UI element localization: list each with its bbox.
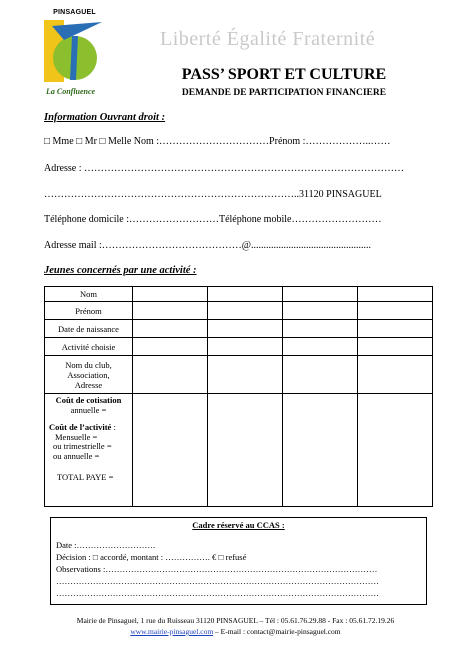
- footer-contact: [0, 627, 471, 636]
- ccas-box: [50, 517, 427, 605]
- table-cell[interactable]: [208, 287, 283, 302]
- cost-monthly: Mensuelle =: [55, 431, 98, 442]
- ccas-dots-line-2: ……………………………………………………………………………………………………: [56, 588, 379, 598]
- logo-tagline: La Confluence: [46, 87, 96, 96]
- table-row: [45, 320, 433, 338]
- row-label-prenom: Prénom: [45, 302, 133, 320]
- club-line-2: Association,: [67, 369, 110, 380]
- ccas-title: Cadre réservé au CCAS :: [192, 520, 285, 530]
- table-row: [45, 338, 433, 356]
- page-subtitle: DEMANDE DE PARTICIPATION FINANCIERE: [181, 88, 387, 98]
- table-cell[interactable]: [208, 394, 283, 507]
- table-cell[interactable]: [208, 302, 283, 320]
- table-cell[interactable]: [133, 356, 208, 394]
- row-label-cost: [45, 394, 133, 507]
- logo-icon: [42, 18, 107, 93]
- table-cell[interactable]: [208, 320, 283, 338]
- page-title: PASS’ SPORT ET CULTURE: [181, 66, 387, 83]
- website-link[interactable]: www.mairie-pinsaguel.com: [130, 627, 214, 636]
- table-cell[interactable]: [133, 338, 208, 356]
- row-label-activity: Activité choisie: [45, 338, 133, 356]
- table-cell[interactable]: [133, 394, 208, 507]
- address-line-2[interactable]: …………………………………………………………………..31120 PINSAGUEL: [44, 189, 382, 200]
- row-label-birthdate: Date de naissance: [45, 320, 133, 338]
- footer-email: – E-mail : contact@mairie-pinsaguel.com: [213, 627, 341, 636]
- row-label-club: [45, 356, 133, 394]
- table-cell[interactable]: [283, 320, 358, 338]
- info-heading: Information Ouvrant droit :: [44, 112, 166, 123]
- table-cell[interactable]: [358, 287, 433, 302]
- table-cell[interactable]: [358, 338, 433, 356]
- table-row: [45, 394, 433, 507]
- cost-activity-colon: :: [111, 422, 116, 432]
- table-cell[interactable]: [133, 320, 208, 338]
- cost-cotisation-annual: annuelle =: [70, 404, 107, 415]
- ccas-date-line: Date :……………………….: [56, 540, 156, 550]
- row-label-nom: Nom: [45, 287, 133, 302]
- table-cell[interactable]: [133, 287, 208, 302]
- youth-table: [44, 286, 433, 507]
- cost-total: TOTAL PAYE =: [57, 472, 114, 482]
- phone-line[interactable]: Téléphone domicile :………………………Téléphone mobile………………………: [44, 214, 382, 225]
- club-line-1: Nom du club,: [65, 359, 112, 370]
- club-line-3: Adresse: [74, 379, 103, 390]
- motto: Liberté Égalité Fraternité: [160, 28, 376, 50]
- ccas-decision-line: Décision : □ accordé, montant : ……………. € □ refusé: [56, 552, 247, 562]
- footer-address: Mairie de Pinsaguel, 1 rue du Ruisseau 31120 PINSAGUEL – Tél : 05.61.76.29.88 - Fax : 05.61.72.19.26: [76, 616, 395, 625]
- table-cell[interactable]: [283, 338, 358, 356]
- cost-cotisation-label: Coût de cotisation: [55, 395, 122, 405]
- ccas-dots-line-1: ……………………………………………………………………………………………………: [56, 576, 379, 586]
- logo-name: PINSAGUEL: [53, 9, 96, 16]
- table-row: [45, 302, 433, 320]
- table-cell[interactable]: [283, 394, 358, 507]
- table-cell[interactable]: [133, 302, 208, 320]
- cost-activity-label: Coût de l’activité: [49, 422, 112, 432]
- table-cell[interactable]: [283, 287, 358, 302]
- table-cell[interactable]: [358, 356, 433, 394]
- table-cell[interactable]: [358, 394, 433, 507]
- table-row: [45, 356, 433, 394]
- table-cell[interactable]: [358, 302, 433, 320]
- table-cell[interactable]: [283, 356, 358, 394]
- table-cell[interactable]: [208, 338, 283, 356]
- address-line-1[interactable]: Adresse : ……………………………………………………………………………………: [44, 163, 404, 174]
- youth-heading: Jeunes concernés par une activité :: [44, 265, 197, 276]
- cost-quarterly: ou trimestrielle =: [53, 441, 112, 451]
- civility-line[interactable]: □ Mme □ Mr □ Melle Nom :……………………………Prénom :………………..……: [44, 136, 391, 147]
- table-cell[interactable]: [283, 302, 358, 320]
- table-cell[interactable]: [208, 356, 283, 394]
- email-line[interactable]: Adresse mail :……………………………………@................................................: [44, 240, 371, 251]
- table-cell[interactable]: [358, 320, 433, 338]
- table-row: [45, 287, 433, 302]
- ccas-observations-line: Observations :……………………………………………………………………………………: [56, 564, 378, 574]
- cost-yearly: ou annuelle =: [53, 450, 100, 461]
